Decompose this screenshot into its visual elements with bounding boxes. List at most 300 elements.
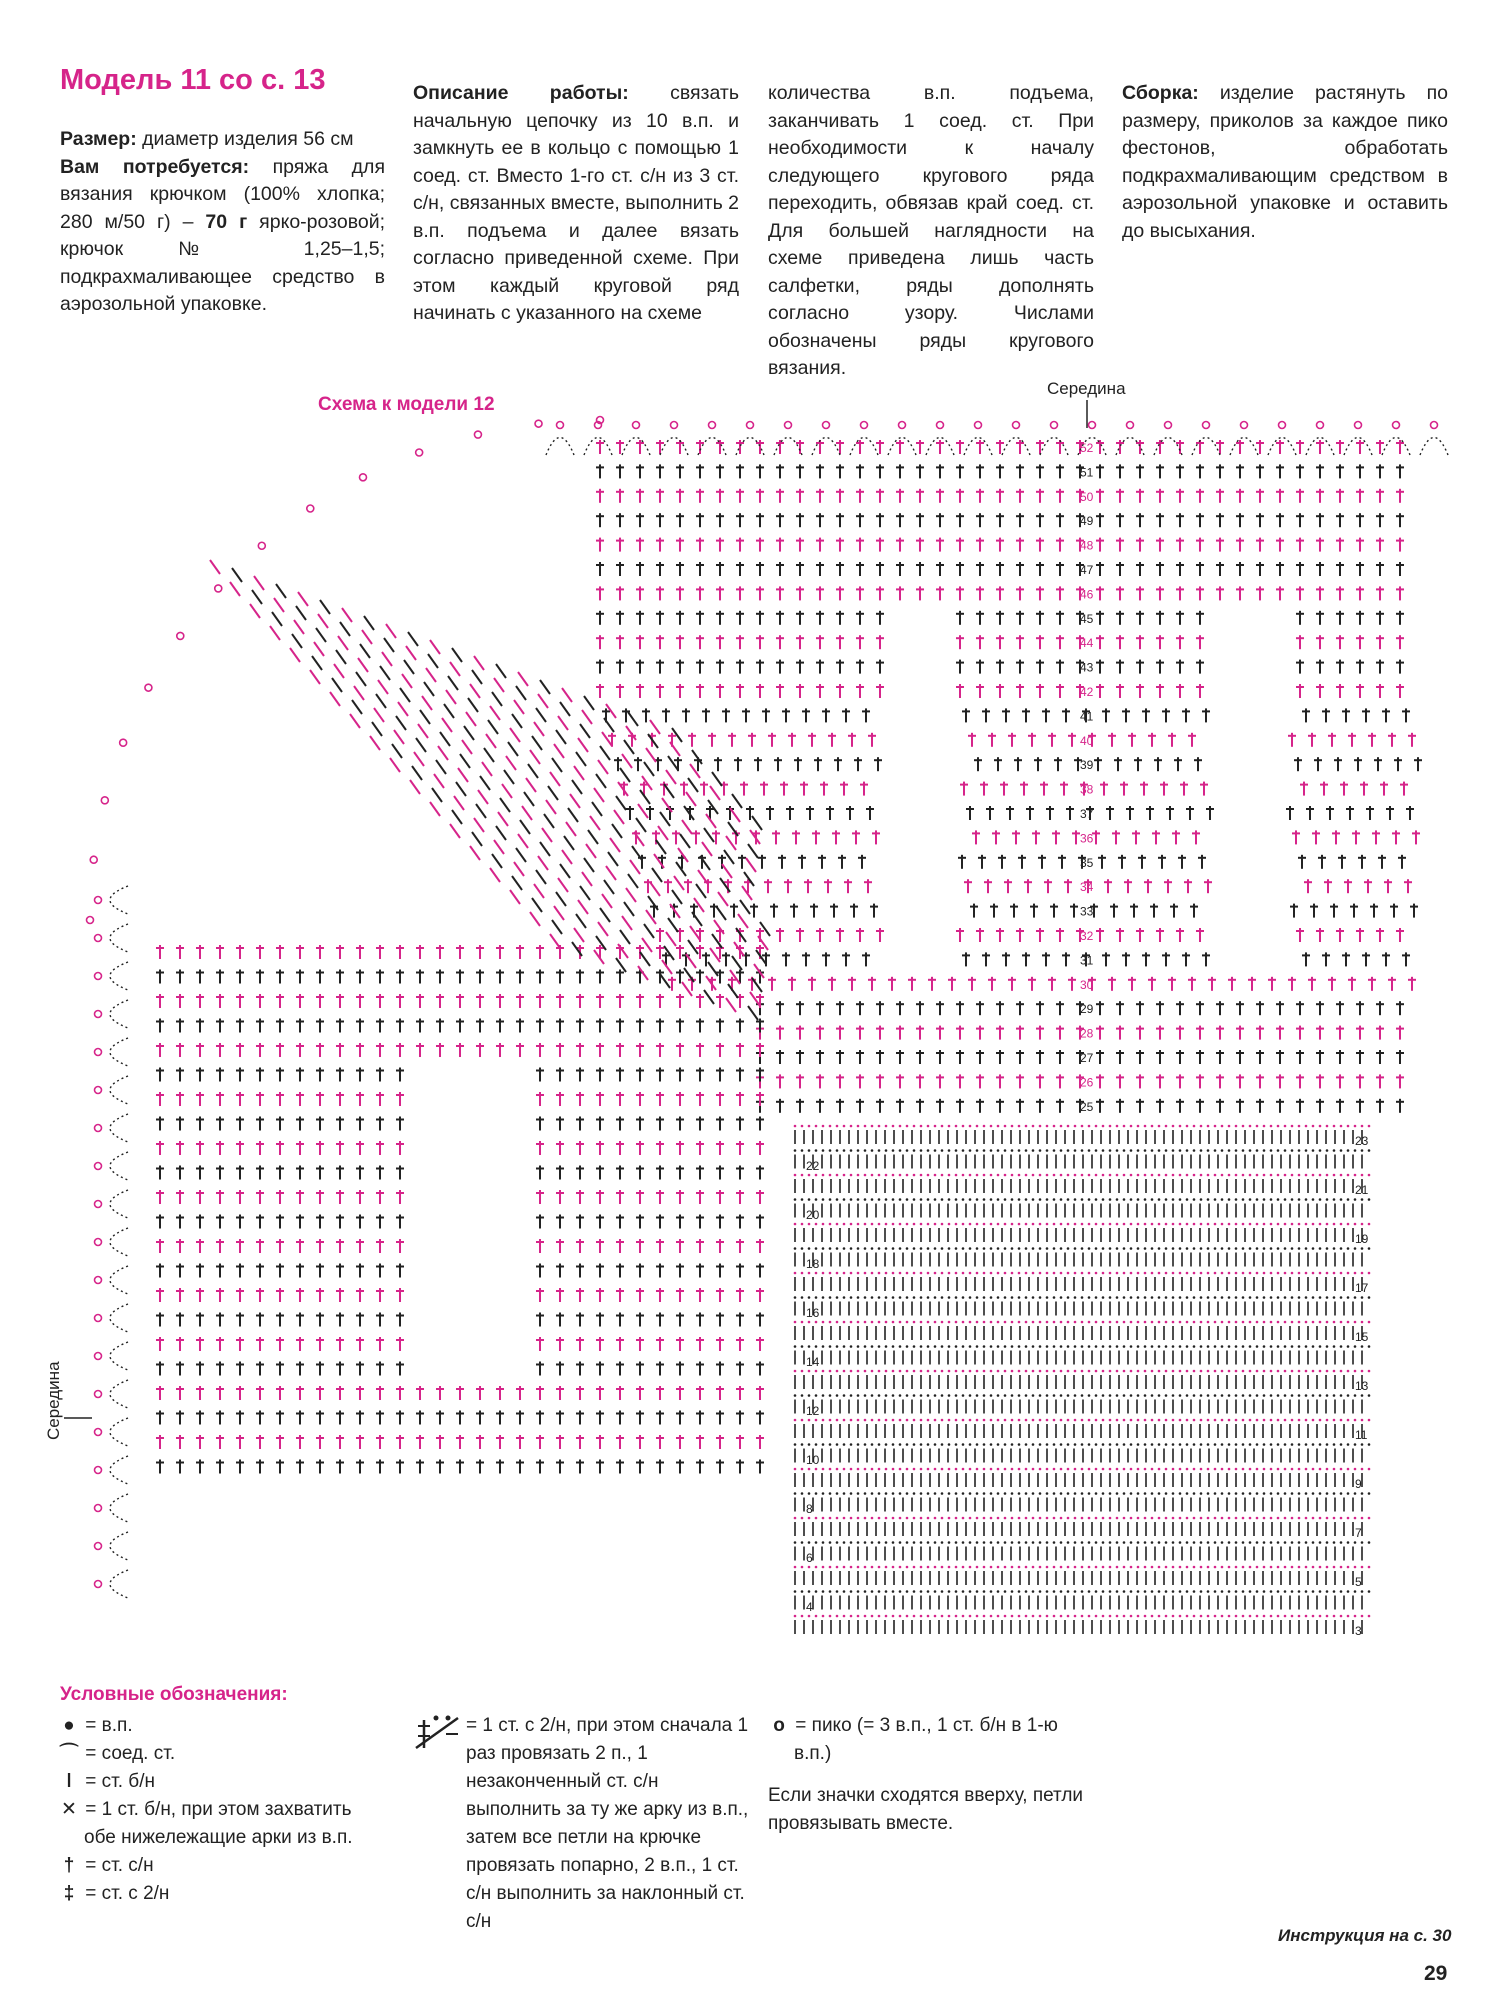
chain-dot <box>871 1174 874 1177</box>
chain-dot <box>1032 1125 1035 1128</box>
chain-dot <box>857 1468 860 1471</box>
chain-dot <box>1284 1198 1287 1201</box>
chain-dot <box>1158 1296 1161 1299</box>
chain-dot <box>1347 1198 1350 1201</box>
chain-dot <box>1354 1125 1357 1128</box>
chain-dot <box>1067 1541 1070 1544</box>
chain-dot <box>969 1541 972 1544</box>
chain-dot <box>1074 1517 1077 1520</box>
chain-dot <box>1018 1125 1021 1128</box>
chain-dot <box>829 1419 832 1422</box>
chain-dot <box>1158 1247 1161 1250</box>
chain-dot <box>1130 1443 1133 1446</box>
chain-dot <box>1319 1419 1322 1422</box>
chain-dot <box>1095 1590 1098 1593</box>
chain-dot <box>969 1566 972 1569</box>
chain-dot <box>1011 1247 1014 1250</box>
chain-dot <box>1053 1247 1056 1250</box>
chain-dot <box>948 1223 951 1226</box>
chain-dot <box>941 1272 944 1275</box>
chain-dot <box>920 1443 923 1446</box>
chain-dot <box>1207 1443 1210 1446</box>
chain-dot <box>948 1419 951 1422</box>
chain-dot <box>1361 1492 1364 1495</box>
chain-dot <box>822 1174 825 1177</box>
size-label: Размер: <box>60 128 137 150</box>
chain-dot <box>1074 1370 1077 1373</box>
chain-dot <box>1158 1321 1161 1324</box>
chain-dot <box>1081 1419 1084 1422</box>
chain-dot <box>1095 1296 1098 1299</box>
chain-dot <box>878 1468 881 1471</box>
chain-dot <box>1109 1492 1112 1495</box>
chain-dot <box>934 1125 937 1128</box>
chain-dot <box>794 1541 797 1544</box>
chain-dot <box>1123 1468 1126 1471</box>
chain-dot <box>1046 1517 1049 1520</box>
chain-dot <box>997 1149 1000 1152</box>
chain-dot <box>871 1198 874 1201</box>
chain-dot <box>1284 1370 1287 1373</box>
chain-dot <box>1347 1419 1350 1422</box>
chain-dot <box>1172 1272 1175 1275</box>
chain-dot <box>1263 1198 1266 1201</box>
chain-dot <box>1179 1517 1182 1520</box>
chain-dot <box>990 1541 993 1544</box>
row-number: 35 <box>1080 855 1094 870</box>
chain-dot <box>1228 1345 1231 1348</box>
chain-dot <box>1298 1125 1301 1128</box>
chain-dot <box>1277 1443 1280 1446</box>
assembly-label: Сборка: <box>1122 82 1199 104</box>
chain-dot <box>948 1345 951 1348</box>
chain-dot <box>1123 1198 1126 1201</box>
chain-dot <box>1081 1272 1084 1275</box>
chain-dot <box>1144 1517 1147 1520</box>
chain-dot <box>934 1394 937 1397</box>
chain-dot <box>1270 1394 1273 1397</box>
chain-dot <box>941 1247 944 1250</box>
chain-dot <box>1004 1590 1007 1593</box>
chain-dot <box>878 1517 881 1520</box>
chain-dot <box>899 1370 902 1373</box>
chain-dot <box>1088 1370 1091 1373</box>
chain-dot <box>871 1345 874 1348</box>
chain-dot <box>871 1321 874 1324</box>
chain-dot <box>1277 1590 1280 1593</box>
chain-dot <box>1354 1272 1357 1275</box>
chain-dot <box>822 1419 825 1422</box>
chain-dot <box>836 1296 839 1299</box>
chain-dot <box>899 1492 902 1495</box>
chain-dot <box>1298 1468 1301 1471</box>
chain-dot <box>1340 1125 1343 1128</box>
chain-dot <box>1221 1443 1224 1446</box>
chain-dot <box>927 1541 930 1544</box>
assembly-text: изделие растянуть по размеру, приколов за каждое пико фестонов, обработать подкрахмаливающим средством в аэрозольной упаковке и оставить до высыхания. <box>1122 82 1448 242</box>
chain-dot <box>801 1296 804 1299</box>
chain-dot <box>1333 1198 1336 1201</box>
chain-dot <box>850 1174 853 1177</box>
chain-dot <box>1151 1590 1154 1593</box>
chain-dot <box>941 1468 944 1471</box>
chain-dot <box>906 1321 909 1324</box>
chain-dot <box>1347 1174 1350 1177</box>
chain-dot <box>1186 1345 1189 1348</box>
chain-dot <box>871 1517 874 1520</box>
chain-dot <box>1319 1345 1322 1348</box>
chain-dot <box>815 1566 818 1569</box>
chain-dot <box>892 1345 895 1348</box>
chain-dot <box>857 1321 860 1324</box>
chain-dot <box>976 1345 979 1348</box>
chain-dot <box>1151 1443 1154 1446</box>
chain-dot <box>1165 1174 1168 1177</box>
chain-dot <box>983 1468 986 1471</box>
chain-dot <box>815 1541 818 1544</box>
chain-dot <box>920 1321 923 1324</box>
chain-dot <box>1305 1370 1308 1373</box>
chain-dot <box>1242 1419 1245 1422</box>
chain-dot <box>1081 1517 1084 1520</box>
chain-dot <box>892 1370 895 1373</box>
chain-dot <box>962 1321 965 1324</box>
chain-dot <box>962 1370 965 1373</box>
chain-dot <box>1333 1394 1336 1397</box>
chain-dot <box>1326 1419 1329 1422</box>
chain-dot <box>1095 1247 1098 1250</box>
chain-dot <box>948 1272 951 1275</box>
chain-dot <box>836 1566 839 1569</box>
chain-dot <box>1298 1345 1301 1348</box>
chain-dot <box>850 1272 853 1275</box>
chain-dot <box>1172 1566 1175 1569</box>
chain-dot <box>1249 1590 1252 1593</box>
chain-dot <box>815 1443 818 1446</box>
chain-dot <box>913 1321 916 1324</box>
chain-dot <box>976 1566 979 1569</box>
chain-dot <box>836 1321 839 1324</box>
chain-dot <box>1277 1419 1280 1422</box>
chain-dot <box>955 1149 958 1152</box>
chain-dot <box>1214 1296 1217 1299</box>
chain-dot <box>1032 1345 1035 1348</box>
chain-dot <box>836 1174 839 1177</box>
chain-dot <box>1235 1174 1238 1177</box>
chain-dot <box>934 1517 937 1520</box>
chain-dot <box>801 1468 804 1471</box>
chain-dot <box>808 1370 811 1373</box>
chain-dot <box>815 1468 818 1471</box>
chain-dot <box>1053 1321 1056 1324</box>
chain-dot <box>822 1468 825 1471</box>
chain-dot <box>948 1468 951 1471</box>
chain-dot <box>1046 1272 1049 1275</box>
chain-dot <box>899 1272 902 1275</box>
chain-dot <box>1361 1370 1364 1373</box>
chain-dot <box>1291 1370 1294 1373</box>
chain-dot <box>857 1174 860 1177</box>
chain-dot <box>864 1370 867 1373</box>
row-number: 30 <box>1080 977 1094 992</box>
chain-dot <box>1368 1468 1371 1471</box>
chain-dot <box>1221 1566 1224 1569</box>
chain-dot <box>1053 1517 1056 1520</box>
chain-dot <box>829 1125 832 1128</box>
chain-dot <box>1004 1223 1007 1226</box>
chain-dot <box>927 1443 930 1446</box>
chain-dot <box>815 1321 818 1324</box>
chain-dot <box>1025 1174 1028 1177</box>
chain-dot <box>1256 1272 1259 1275</box>
chain-dot <box>906 1590 909 1593</box>
chain-dot <box>955 1345 958 1348</box>
chain-dot <box>1186 1541 1189 1544</box>
chain-dot <box>1137 1590 1140 1593</box>
chain-dot <box>1151 1223 1154 1226</box>
chain-dot <box>976 1296 979 1299</box>
chain-dot <box>997 1321 1000 1324</box>
chain-dot <box>1067 1566 1070 1569</box>
chain-dot <box>1130 1419 1133 1422</box>
chain-dot <box>857 1125 860 1128</box>
chain-dot <box>1221 1468 1224 1471</box>
chain-dot <box>1221 1370 1224 1373</box>
chain-dot <box>801 1492 804 1495</box>
chain-dot <box>920 1272 923 1275</box>
row-number: 51 <box>1080 465 1094 480</box>
chain-dot <box>1151 1419 1154 1422</box>
chain-dot <box>1102 1492 1105 1495</box>
chain-dot <box>1186 1198 1189 1201</box>
chain-dot <box>1137 1321 1140 1324</box>
chain-dot <box>990 1492 993 1495</box>
chain-dot <box>829 1443 832 1446</box>
chain-dot <box>1361 1468 1364 1471</box>
chain-dot <box>1081 1590 1084 1593</box>
chain-dot <box>1340 1174 1343 1177</box>
chain-dot <box>1214 1272 1217 1275</box>
chain-dot <box>1207 1517 1210 1520</box>
chain-dot <box>1333 1125 1336 1128</box>
chain-dot <box>997 1125 1000 1128</box>
chain-dot <box>1298 1149 1301 1152</box>
chain-dot <box>1130 1272 1133 1275</box>
chain-dot <box>1200 1419 1203 1422</box>
row-number: 38 <box>1080 782 1094 797</box>
chain-dot <box>1270 1419 1273 1422</box>
chain-dot <box>878 1296 881 1299</box>
chain-dot <box>983 1125 986 1128</box>
chain-dot <box>1179 1247 1182 1250</box>
chain-dot <box>962 1272 965 1275</box>
chain-dot <box>1354 1198 1357 1201</box>
chain-dot <box>1207 1492 1210 1495</box>
chain-dot <box>1011 1566 1014 1569</box>
chain-dot <box>794 1345 797 1348</box>
chain-dot <box>864 1419 867 1422</box>
chain-dot <box>1004 1149 1007 1152</box>
chain-dot <box>983 1566 986 1569</box>
chain-dot <box>983 1296 986 1299</box>
chain-dot <box>1200 1394 1203 1397</box>
chain-dot <box>1228 1272 1231 1275</box>
chain-dot <box>1221 1590 1224 1593</box>
chain-dot <box>1172 1321 1175 1324</box>
chain-dot <box>969 1296 972 1299</box>
chain-dot <box>1221 1247 1224 1250</box>
chain-dot <box>1228 1247 1231 1250</box>
chain-dot <box>1088 1566 1091 1569</box>
chain-dot <box>962 1296 965 1299</box>
chain-dot <box>1291 1492 1294 1495</box>
chain-dot <box>1193 1492 1196 1495</box>
chain-dot <box>1046 1247 1049 1250</box>
chain-dot <box>1116 1272 1119 1275</box>
chain-dot <box>1326 1174 1329 1177</box>
chain-dot <box>990 1247 993 1250</box>
chain-dot <box>1158 1272 1161 1275</box>
chain-dot <box>1291 1125 1294 1128</box>
chain-dot <box>1109 1296 1112 1299</box>
chain-dot <box>1095 1174 1098 1177</box>
chain-dot <box>1088 1125 1091 1128</box>
chain-dot <box>913 1517 916 1520</box>
chain-dot <box>990 1590 993 1593</box>
chain-dot <box>801 1345 804 1348</box>
chain-dot <box>976 1272 979 1275</box>
chain-dot <box>906 1370 909 1373</box>
chain-dot <box>1172 1468 1175 1471</box>
chain-dot <box>1186 1321 1189 1324</box>
chain-dot <box>1354 1566 1357 1569</box>
chain-dot <box>1032 1468 1035 1471</box>
chain-dot <box>1018 1345 1021 1348</box>
chain-dot <box>1060 1345 1063 1348</box>
chain-dot <box>1067 1590 1070 1593</box>
chain-dot <box>1256 1247 1259 1250</box>
chain-dot <box>1102 1198 1105 1201</box>
chain-dot <box>899 1125 902 1128</box>
chain-dot <box>1277 1394 1280 1397</box>
chain-dot <box>857 1541 860 1544</box>
chain-dot <box>1102 1174 1105 1177</box>
chain-dot <box>1032 1443 1035 1446</box>
chain-dot <box>808 1443 811 1446</box>
chain-dot <box>801 1419 804 1422</box>
row-number: 33 <box>1080 904 1094 919</box>
row-number: 31 <box>1080 953 1094 968</box>
chain-dot <box>990 1566 993 1569</box>
chain-dot <box>948 1443 951 1446</box>
chain-dot <box>801 1247 804 1250</box>
chain-dot <box>1249 1296 1252 1299</box>
chain-dot <box>1291 1149 1294 1152</box>
chain-dot <box>1291 1321 1294 1324</box>
chain-dot <box>1235 1247 1238 1250</box>
row-number: 52 <box>1080 441 1094 455</box>
chain-dot <box>1256 1149 1259 1152</box>
chain-dot <box>1151 1394 1154 1397</box>
chain-dot <box>976 1517 979 1520</box>
chain-dot <box>906 1149 909 1152</box>
chain-dot <box>1158 1566 1161 1569</box>
chain-dot <box>1361 1541 1364 1544</box>
chain-dot <box>885 1394 888 1397</box>
chain-dot <box>1074 1492 1077 1495</box>
chain-dot <box>1011 1223 1014 1226</box>
chain-dot <box>1109 1468 1112 1471</box>
chain-dot <box>1263 1517 1266 1520</box>
chain-dot <box>1305 1247 1308 1250</box>
chain-dot <box>1004 1517 1007 1520</box>
chain-dot <box>1228 1296 1231 1299</box>
chain-dot <box>1242 1272 1245 1275</box>
chain-dot <box>892 1492 895 1495</box>
chain-dot <box>1249 1468 1252 1471</box>
chain-dot <box>850 1223 853 1226</box>
chain-dot <box>969 1590 972 1593</box>
chain-dot <box>1207 1394 1210 1397</box>
chain-dot <box>962 1345 965 1348</box>
chain-dot <box>794 1174 797 1177</box>
chain-dot <box>829 1272 832 1275</box>
row-number: 45 <box>1080 611 1094 626</box>
chain-dot <box>1193 1468 1196 1471</box>
chain-dot <box>1004 1272 1007 1275</box>
chain-dot <box>1060 1125 1063 1128</box>
chain-dot <box>1249 1272 1252 1275</box>
chain-dot <box>948 1541 951 1544</box>
chain-dot <box>1235 1345 1238 1348</box>
chain-dot <box>1368 1296 1371 1299</box>
chain-dot <box>1032 1566 1035 1569</box>
chain-dot <box>1123 1223 1126 1226</box>
chain-dot <box>1249 1492 1252 1495</box>
row-number: 40 <box>1080 733 1094 748</box>
chain-dot <box>1277 1345 1280 1348</box>
row-number: 34 <box>1080 880 1094 895</box>
chain-dot <box>1305 1566 1308 1569</box>
chain-dot <box>1361 1443 1364 1446</box>
chain-dot <box>1368 1149 1371 1152</box>
chain-dot <box>1249 1321 1252 1324</box>
chain-dot <box>1256 1419 1259 1422</box>
chain-dot <box>1109 1149 1112 1152</box>
chain-dot <box>850 1492 853 1495</box>
chain-dot <box>1228 1566 1231 1569</box>
chain-dot <box>1116 1419 1119 1422</box>
chain-dot <box>1312 1223 1315 1226</box>
chain-dot <box>1165 1125 1168 1128</box>
chain-dot <box>1032 1394 1035 1397</box>
chain-dot <box>1011 1492 1014 1495</box>
chain-dot <box>1060 1296 1063 1299</box>
chain-dot <box>990 1370 993 1373</box>
chain-dot <box>1123 1125 1126 1128</box>
chain-dot <box>1060 1174 1063 1177</box>
chain-dot <box>864 1174 867 1177</box>
chain-dot <box>1025 1198 1028 1201</box>
chain-dot <box>1123 1247 1126 1250</box>
chain-dot <box>983 1394 986 1397</box>
chain-dot <box>1235 1517 1238 1520</box>
chain-dot <box>1025 1517 1028 1520</box>
chain-dot <box>1319 1125 1322 1128</box>
chain-dot <box>1011 1174 1014 1177</box>
chain-dot <box>983 1321 986 1324</box>
chain-dot <box>1256 1394 1259 1397</box>
